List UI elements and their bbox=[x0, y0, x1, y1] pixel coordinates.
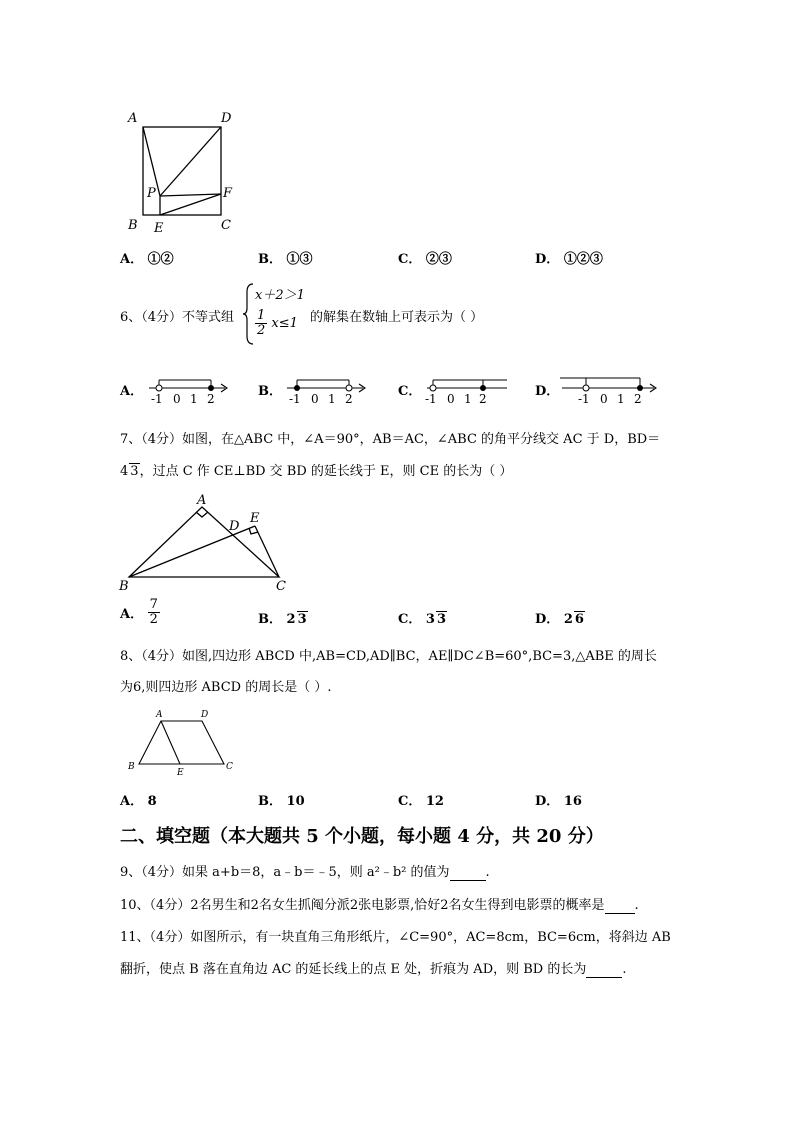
q6-numberline-c bbox=[423, 372, 513, 408]
q6-fraction: $\frac{1}{2}$ bbox=[257, 308, 266, 338]
svg-text:-1: -1 bbox=[289, 392, 301, 406]
label-b: B bbox=[119, 579, 129, 593]
label-a: A bbox=[156, 710, 163, 720]
label-e: E bbox=[154, 221, 164, 236]
q8-trapezoid-figure bbox=[122, 705, 237, 780]
segment-ae bbox=[161, 721, 180, 764]
q6-numberline-d bbox=[558, 372, 660, 408]
label-b: B bbox=[128, 218, 138, 233]
svg-text:-1: -1 bbox=[425, 392, 437, 406]
svg-text:1: 1 bbox=[617, 392, 625, 406]
label-c: C bbox=[276, 579, 286, 593]
q6-inequality-1: x＋2＞1 bbox=[255, 288, 305, 303]
trapezoid-abcd bbox=[139, 721, 224, 764]
q8-option-c[interactable]: C． 12 bbox=[398, 794, 444, 809]
q8-line1: 8、（4分）如图,四边形 ABCD 中,AB=CD,AD∥BC，AE∥DC∠B=60°,BC=3,△ABE 的周长 bbox=[120, 649, 657, 664]
svg-text:-1: -1 bbox=[151, 392, 163, 406]
segment-ce bbox=[255, 526, 279, 577]
label-b: B bbox=[128, 762, 135, 772]
label-e: E bbox=[250, 511, 260, 526]
q8-option-d[interactable]: D． 16 bbox=[535, 794, 582, 809]
q7-option-c[interactable]: C． 3 3 bbox=[398, 612, 446, 627]
q6-option-c[interactable]: C． bbox=[398, 384, 422, 399]
q9-answer-blank[interactable] bbox=[450, 865, 486, 881]
svg-text:2: 2 bbox=[634, 392, 642, 406]
q11-line1: 11、（4分）如图所示，有一块直角三角形纸片，∠C=90°，AC=8cm，BC=6cm，将斜边 AB bbox=[120, 930, 671, 945]
label-p: P bbox=[147, 186, 156, 201]
segment-ef bbox=[160, 194, 221, 215]
label-c: C bbox=[221, 218, 231, 233]
svg-text:2: 2 bbox=[345, 392, 353, 406]
q8-option-a[interactable]: A． 8 bbox=[120, 794, 157, 809]
q6-brace bbox=[243, 282, 255, 346]
q6-inequality-2: $\frac{1}{2}$ x≤1 bbox=[257, 308, 298, 338]
q6-numberline-b bbox=[283, 372, 368, 408]
label-c: C bbox=[226, 762, 233, 772]
q8-line2: 为6,则四边形 ABCD 的周长是（ ）. bbox=[120, 680, 332, 695]
label-d: D bbox=[201, 710, 209, 720]
q7-line2: 4 3，过点 C 作 CE⊥BD 交 BD 的延长线于 E，则 CE 的长为（ ） bbox=[120, 464, 513, 479]
q6-suffix: 的解集在数轴上可表示为（ ） bbox=[310, 310, 484, 325]
label-f: F bbox=[223, 186, 233, 201]
q6-prefix: 6、（4分）不等式组 bbox=[120, 310, 235, 325]
q5-option-b[interactable]: B． ①③ bbox=[258, 252, 313, 267]
q5-option-d[interactable]: D． ①②③ bbox=[535, 252, 603, 267]
q8-option-b[interactable]: B． 10 bbox=[258, 794, 305, 809]
svg-text:-1: -1 bbox=[578, 392, 590, 406]
q11-answer-blank[interactable] bbox=[586, 962, 622, 978]
svg-text:0: 0 bbox=[447, 392, 455, 406]
right-angle-a bbox=[196, 512, 208, 517]
q9: 9、（4分）如果 a+b＝8，a﹣b＝﹣5，则 a²﹣b² 的值为 . bbox=[120, 865, 490, 880]
q7-triangle-figure bbox=[115, 493, 295, 593]
svg-text:0: 0 bbox=[600, 392, 608, 406]
q7-option-a[interactable]: A． $\frac{7}{2}$ bbox=[120, 597, 158, 627]
svg-text:1: 1 bbox=[464, 392, 472, 406]
svg-text:1: 1 bbox=[190, 392, 198, 406]
segment-dp bbox=[160, 127, 221, 196]
label-a: A bbox=[128, 111, 138, 126]
q7-option-b[interactable]: B． 2 3 bbox=[258, 612, 307, 627]
q7-option-d[interactable]: D． 2 6 bbox=[535, 612, 584, 627]
q5-option-a[interactable]: A． ①② bbox=[120, 252, 174, 267]
segment-pf bbox=[160, 194, 221, 196]
label-d: D bbox=[229, 519, 240, 534]
svg-text:0: 0 bbox=[173, 392, 181, 406]
label-e: E bbox=[177, 768, 184, 778]
q6-option-d[interactable]: D． bbox=[535, 384, 560, 399]
label-a: A bbox=[197, 493, 207, 508]
q6-option-b[interactable]: B． bbox=[258, 384, 282, 399]
q5-option-c[interactable]: C． ②③ bbox=[398, 252, 452, 267]
q10: 10、（4分）2名男生和2名女生抓阄分派2张电影票,恰好2名女生得到电影票的概率是 . bbox=[120, 898, 639, 913]
q6-option-a[interactable]: A． bbox=[120, 384, 144, 399]
svg-text:2: 2 bbox=[479, 392, 487, 406]
q7-line1: 7、（4分）如图，在△ABC 中，∠A＝90°，AB＝AC，∠ABC 的角平分线交 AC 于 D，BD＝ bbox=[120, 432, 661, 447]
svg-text:1: 1 bbox=[328, 392, 336, 406]
section-2-title: 二、填空题（本大题共 5 个小题，每小题 4 分，共 20 分） bbox=[120, 826, 604, 847]
q6-numberline-a bbox=[145, 372, 230, 408]
svg-text:0: 0 bbox=[311, 392, 319, 406]
q5-square-figure bbox=[120, 105, 245, 240]
q10-answer-blank[interactable] bbox=[605, 898, 635, 914]
svg-text:2: 2 bbox=[207, 392, 215, 406]
q11-line2: 翻折，使点 B 落在直角边 AC 的延长线上的点 E 处，折痕为 AD，则 BD 的长为 . bbox=[120, 962, 627, 977]
label-d: D bbox=[221, 111, 232, 126]
